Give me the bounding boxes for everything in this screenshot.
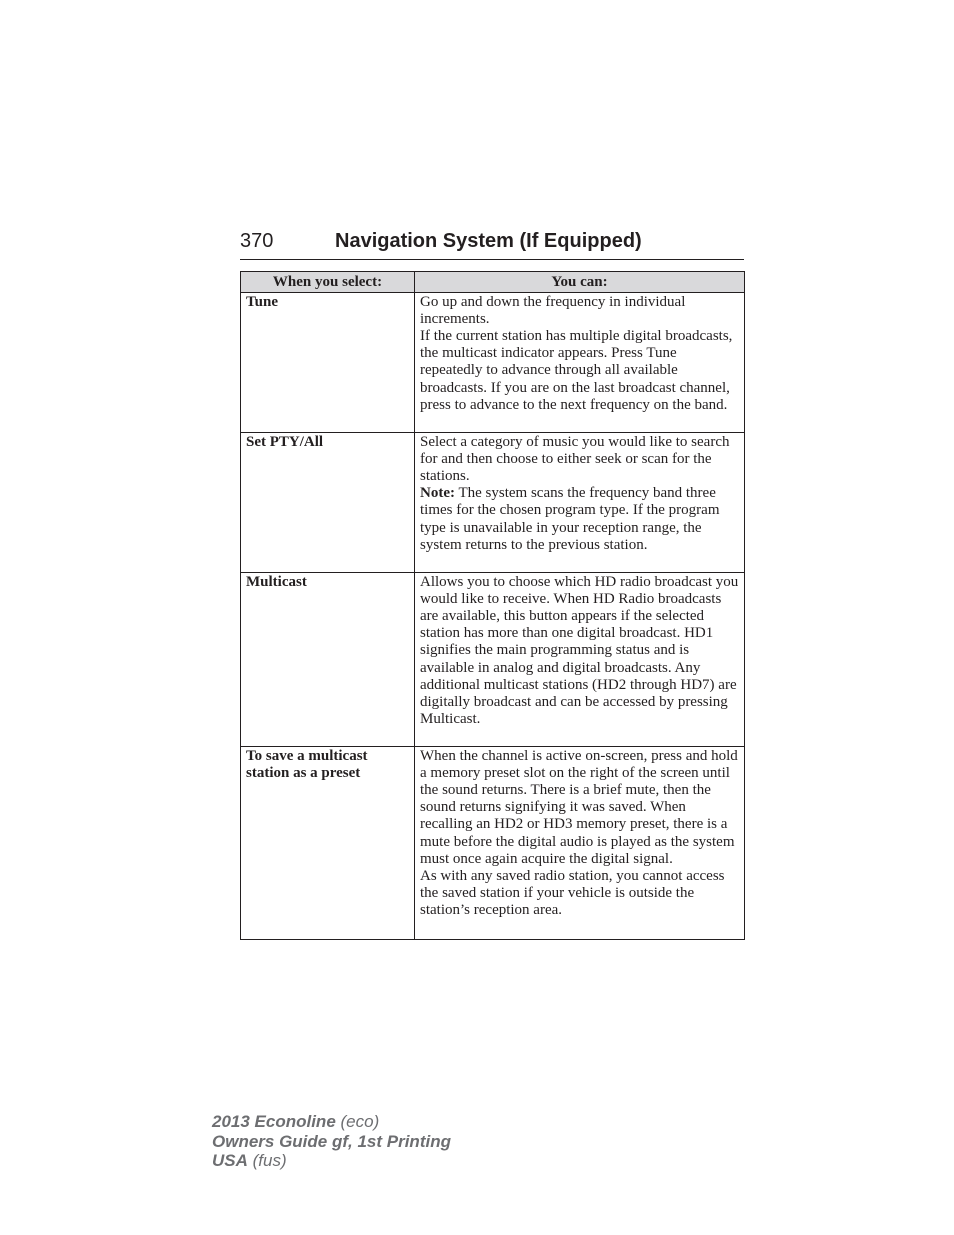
note-line	[420, 485, 739, 553]
page-number: 370	[240, 230, 274, 252]
footer-region: USA	[212, 1151, 248, 1170]
note-text: The system scans the frequency band three times for the chosen program type. If the program type is unavailable in your reception range, the system returns to the previous station.	[420, 485, 720, 553]
column-header-select: When you select:	[241, 272, 415, 293]
note-label: Note:	[420, 485, 455, 502]
footer-guide: Owners Guide gf, 1st Printing	[212, 1131, 451, 1151]
description-line: Go up and down the frequency in individual increments.	[420, 294, 686, 328]
description-line: As with any saved radio station, you cannot access the saved station if your vehicle is outside the station’s reception area.	[420, 867, 725, 918]
table-row-multicast	[241, 573, 745, 747]
row-key: Tune	[241, 293, 415, 433]
footer-line-1	[212, 1112, 451, 1132]
table-row-tune	[241, 293, 745, 433]
footer-model: 2013 Econoline	[212, 1112, 336, 1131]
row-key: Multicast	[241, 573, 415, 747]
description-line: If the current station has multiple digital broadcasts, the multicast indicator appears. Press Tune repeatedly to advance through all available broadcasts. If you are on the last broadcast channel, press to advance to the next frequency on the band.	[420, 328, 733, 413]
column-header-you-can: You can:	[415, 272, 745, 293]
footer-model-code: (eco)	[335, 1112, 380, 1131]
row-description	[415, 433, 745, 573]
footer-line-3	[212, 1151, 451, 1171]
table-header-row	[241, 272, 745, 293]
row-key: Set PTY/All	[241, 433, 415, 573]
description-line: Select a category of music you would like to search for and then choose to either seek or scan for the stations.	[420, 434, 730, 485]
table-row-set-pty	[241, 433, 745, 573]
footer-region-code: (fus)	[247, 1151, 287, 1170]
page-header	[240, 229, 744, 260]
feature-table	[240, 271, 745, 940]
row-description	[415, 293, 745, 433]
row-key: To save a multicast station as a preset	[241, 747, 415, 940]
section-title: Navigation System (If Equipped)	[335, 230, 642, 252]
row-description	[415, 747, 745, 940]
description-line: Allows you to choose which HD radio broadcast you would like to receive. When HD Radio broadcasts are available, this button appears if the selected station has more than one digital broadcast. HD1 signifies the main programming status and is available in analog and digital broadcasts. Any additional multicast stations (HD2 through HD7) are digitally broadcast and can be accessed by pressing Multicast.	[420, 574, 739, 727]
row-description	[415, 573, 745, 747]
table-row-save-preset	[241, 747, 745, 940]
description-line: When the channel is active on-screen, press and hold a memory preset slot on the right of the screen until the sound returns. There is a brief mute, then the sound returns signifying it was saved. When recalling an HD2 or HD3 memory preset, there is a mute before the digital audio is played as the system must once again acquire the digital signal.	[420, 748, 738, 867]
page-footer	[212, 1112, 451, 1171]
footer-line-2	[212, 1132, 451, 1152]
